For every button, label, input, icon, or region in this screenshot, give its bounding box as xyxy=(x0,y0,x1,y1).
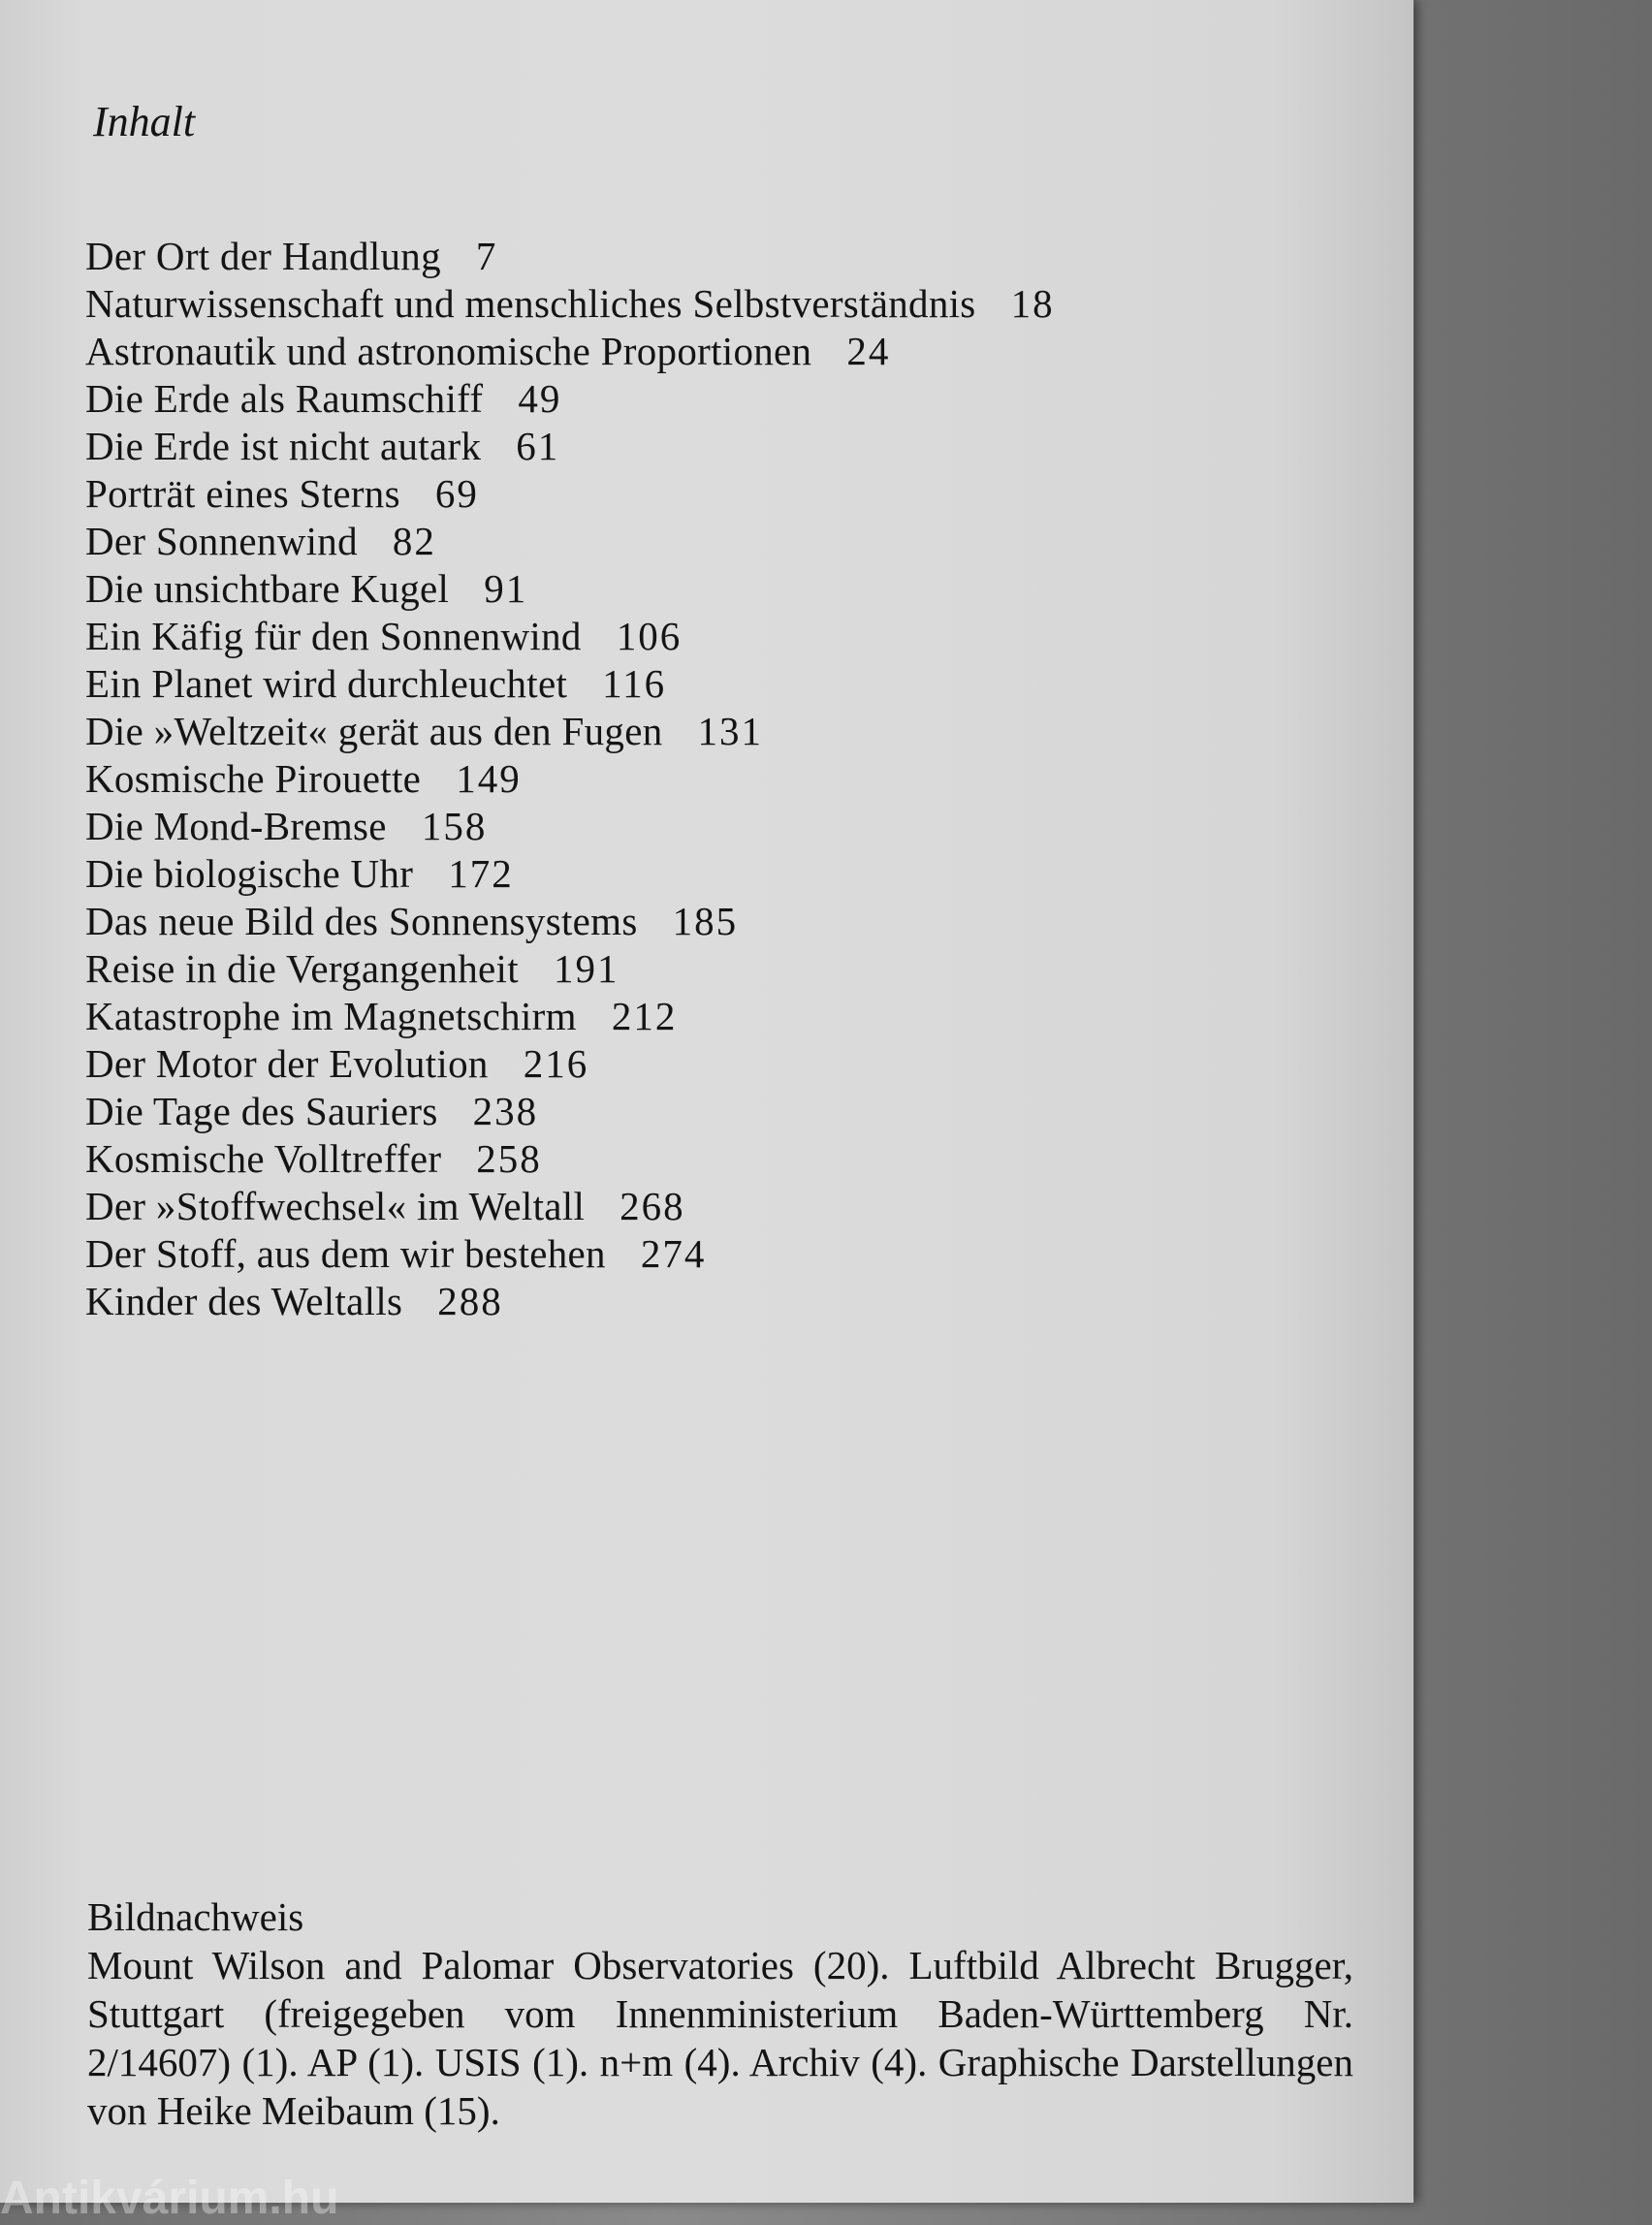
table-of-contents xyxy=(85,233,1055,1325)
credits-text: Mount Wilson and Palomar Observatories (20). Luftbild Albrecht Brugger, Stuttgart (freigegeben vom Innenministerium Baden-Württemberg Nr. 2/14607) (1). AP (1). USIS (1). n+m (4). Archiv (4). Graphische Darstellungen von Heike Meibaum (15). xyxy=(87,1943,1353,2133)
toc-entry-page: 238 xyxy=(472,1089,539,1133)
toc-entry xyxy=(85,1135,1055,1183)
toc-entry-page: 149 xyxy=(456,756,522,801)
toc-entry-title: Der Motor der Evolution xyxy=(85,1041,489,1086)
image-credits xyxy=(87,1892,1353,2135)
toc-entry xyxy=(85,803,1055,850)
toc-entry-title: Die Mond-Bremse xyxy=(85,804,387,848)
toc-entry xyxy=(85,613,1055,660)
toc-entry-title: Kosmische Pirouette xyxy=(85,756,422,801)
toc-entry-page: 158 xyxy=(421,804,488,848)
toc-entry-page: 91 xyxy=(484,566,528,611)
toc-entry-title: Der »Stoffwechsel« im Weltall xyxy=(85,1184,586,1228)
toc-entry xyxy=(85,898,1055,945)
toc-entry-title: Katastrophe im Magnetschirm xyxy=(85,994,577,1038)
toc-entry xyxy=(85,233,1055,280)
toc-entry-title: Das neue Bild des Sonnensystems xyxy=(85,899,638,943)
toc-entry xyxy=(85,850,1055,898)
toc-entry xyxy=(85,1088,1055,1135)
toc-entry-page: 69 xyxy=(434,471,479,516)
toc-entry-title: Porträt eines Sterns xyxy=(85,471,400,516)
toc-entry-title: Die Tage des Sauriers xyxy=(85,1089,438,1133)
toc-entry xyxy=(85,565,1055,613)
toc-entry-title: Ein Käfig für den Sonnenwind xyxy=(85,614,582,658)
toc-entry xyxy=(85,1278,1055,1325)
toc-entry xyxy=(85,660,1055,708)
toc-entry-page: 24 xyxy=(846,329,891,373)
toc-entry-page: 18 xyxy=(1010,281,1055,326)
toc-entry-title: Astronautik und astronomische Proportionen xyxy=(85,329,812,373)
toc-entry-title: Der Stoff, aus dem wir bestehen xyxy=(85,1231,606,1276)
toc-entry-title: Die Erde ist nicht autark xyxy=(85,424,482,468)
toc-entry xyxy=(85,755,1055,803)
toc-entry-title: Die »Weltzeit« gerät aus den Fugen xyxy=(85,709,663,753)
toc-entry xyxy=(85,945,1055,993)
toc-entry-page: 49 xyxy=(518,376,562,421)
toc-entry-title: Kinder des Weltalls xyxy=(85,1279,403,1323)
toc-entry-title: Naturwissenschaft und menschliches Selbstverständnis xyxy=(85,281,976,326)
toc-entry-title: Der Ort der Handlung xyxy=(85,234,441,278)
watermark: Antikvárium.hu xyxy=(0,2173,339,2224)
toc-entry-title: Die Erde als Raumschiff xyxy=(85,376,484,421)
toc-entry-page: 116 xyxy=(602,661,667,706)
toc-entry-page: 212 xyxy=(611,994,678,1038)
toc-entry xyxy=(85,470,1055,518)
toc-entry xyxy=(85,1230,1055,1278)
toc-entry-title: Reise in die Vergangenheit xyxy=(85,946,519,991)
toc-entry xyxy=(85,375,1055,423)
toc-entry-page: 106 xyxy=(616,614,683,658)
credits-heading: Bildnachweis xyxy=(87,1894,304,1939)
toc-entry-page: 216 xyxy=(523,1041,589,1086)
toc-entry-page: 288 xyxy=(437,1279,503,1323)
toc-entry-title: Ein Planet wird durchleuchtet xyxy=(85,661,568,706)
toc-entry-title: Die unsichtbare Kugel xyxy=(85,566,450,611)
toc-entry-page: 172 xyxy=(448,851,514,896)
toc-entry xyxy=(85,1183,1055,1230)
toc-entry-page: 258 xyxy=(476,1136,542,1181)
toc-entry-page: 131 xyxy=(697,709,764,753)
toc-entry xyxy=(85,1040,1055,1088)
toc-entry-page: 274 xyxy=(640,1231,707,1276)
toc-entry xyxy=(85,328,1055,375)
toc-entry-page: 185 xyxy=(672,899,739,943)
toc-entry xyxy=(85,993,1055,1040)
toc-entry-page: 191 xyxy=(553,946,620,991)
toc-entry xyxy=(85,423,1055,470)
toc-entry-page: 61 xyxy=(516,424,560,468)
toc-entry-page: 82 xyxy=(392,519,436,563)
toc-entry xyxy=(85,280,1055,328)
toc-entry-page: 268 xyxy=(620,1184,685,1228)
toc-entry xyxy=(85,708,1055,755)
toc-entry-title: Kosmische Volltreffer xyxy=(85,1136,442,1181)
toc-entry-title: Der Sonnenwind xyxy=(85,519,358,563)
page-title: Inhalt xyxy=(93,98,196,145)
toc-entry-page: 7 xyxy=(475,234,498,278)
toc-entry xyxy=(85,518,1055,565)
toc-entry-title: Die biologische Uhr xyxy=(85,851,414,896)
